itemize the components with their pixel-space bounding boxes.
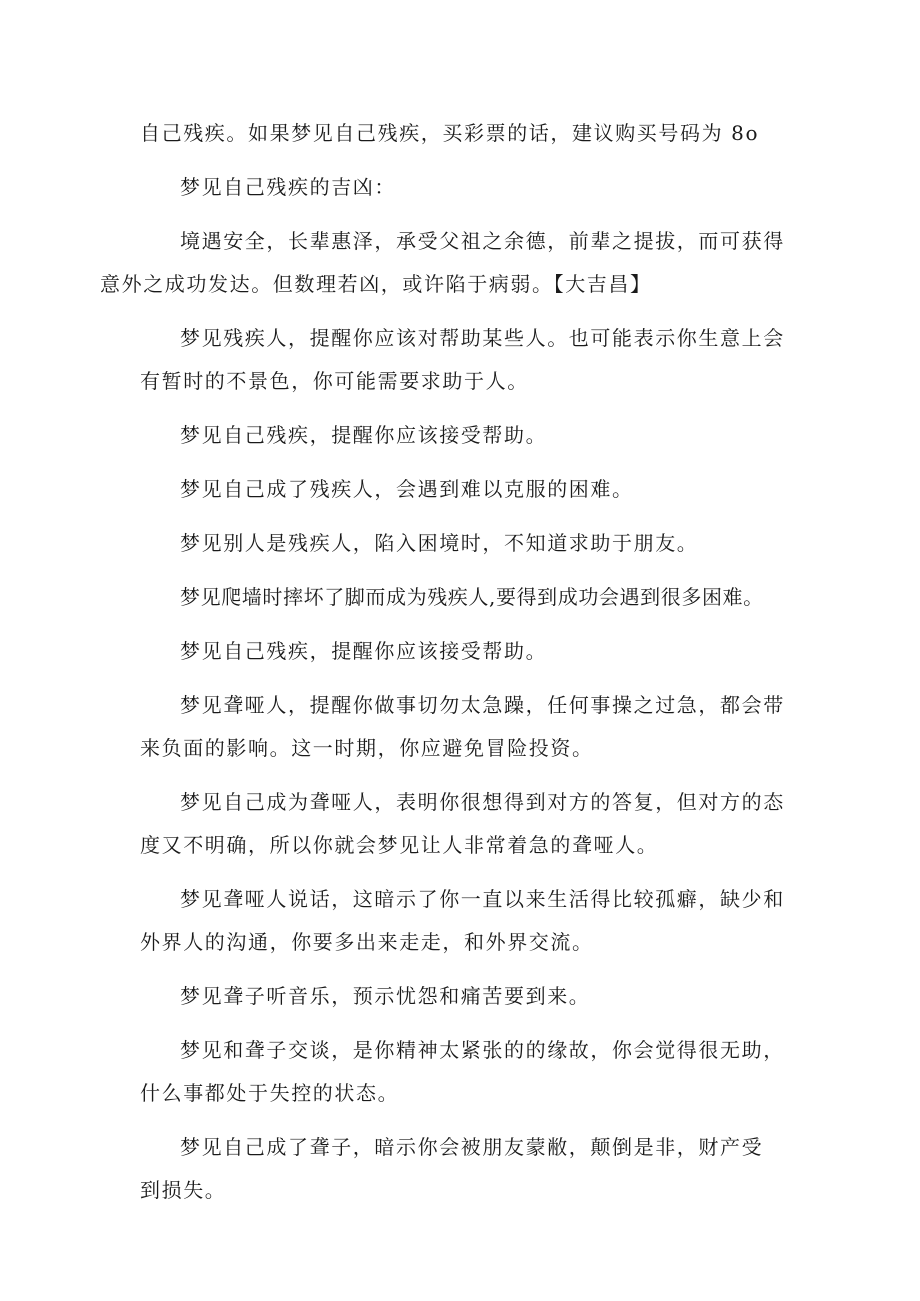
paragraph-5	[140, 414, 790, 457]
paragraph-line: 度又不明确，所以你就会梦见让人非常着急的聋哑人。	[140, 833, 659, 857]
paragraph-line: 梦见自己残疾的吉凶：	[180, 175, 396, 199]
paragraph-line: 外界人的沟通，你要多出来走走，和外界交流。	[140, 930, 594, 954]
paragraph-line: 梦见聋子听音乐，预示忧怨和痛苦要到来。	[180, 984, 591, 1008]
paragraph-2	[140, 166, 790, 209]
paragraph-line: 梦见自己成了残疾人，会遇到难以克服的困难。	[180, 477, 634, 501]
paragraph-line: 什么事都处于失控的状态。	[140, 1081, 400, 1105]
paragraph-line: 来负面的影响。这一时期，你应避免冒险投资。	[140, 736, 594, 760]
paragraph-9	[140, 630, 790, 673]
paragraph-line: 梦见自己残疾，提醒你应该接受帮助。	[180, 639, 548, 663]
paragraph-line: 梦见爬墙时摔坏了脚而成为残疾人,要得到成功会遇到很多困难。	[180, 585, 764, 609]
paragraph-10	[140, 684, 790, 770]
paragraph-line: 有暂时的不景色，你可能需要求助于人。	[140, 369, 529, 393]
paragraph-line: 梦见自己残疾，提醒你应该接受帮助。	[180, 423, 548, 447]
paragraph-15	[140, 1126, 790, 1212]
paragraph-14	[140, 1029, 790, 1115]
paragraph-line: 自己残疾。如果梦见自己残疾，买彩票的话，建议购买号码为 8o	[140, 121, 760, 145]
paragraph-8	[140, 576, 790, 619]
paragraph-11	[140, 781, 790, 867]
paragraph-line: 梦见聋哑人，提醒你做事切勿太急躁，任何事操之过急，都会带	[180, 693, 785, 717]
paragraph-3	[100, 220, 790, 306]
paragraph-13	[140, 975, 790, 1018]
paragraph-12	[140, 878, 790, 964]
paragraph-4	[140, 317, 790, 403]
paragraph-line: 梦见自己成了聋子，暗示你会被朋友蒙敝，颠倒是非，财产受	[180, 1135, 764, 1159]
paragraph-7	[140, 522, 790, 565]
paragraph-line: 梦见残疾人，提醒你应该对帮助某些人。也可能表示你生意上会	[180, 326, 785, 350]
paragraph-line: 意外之成功发达。但数理若凶，或许陷于病弱。【大吉昌】	[100, 272, 652, 296]
paragraph-line: 梦见自己成为聋哑人，表明你很想得到对方的答复，但对方的态	[180, 790, 785, 814]
paragraph-6	[140, 468, 790, 511]
document-body	[100, 112, 790, 1223]
paragraph-line: 梦见聋哑人说话，这暗示了你一直以来生活得比较孤癖，缺少和	[180, 887, 785, 911]
paragraph-line: 到损失。	[140, 1178, 227, 1202]
paragraph-line: 梦见别人是残疾人，陷入困境时，不知道求助于朋友。	[180, 531, 699, 555]
paragraph-1	[140, 112, 790, 155]
paragraph-line: 梦见和聋子交谈，是你精神太紧张的的缘故，你会觉得很无助，	[180, 1038, 785, 1062]
paragraph-line: 境遇安全，长辈惠泽，承受父祖之余德，前辈之提拔，而可获得	[180, 229, 785, 253]
